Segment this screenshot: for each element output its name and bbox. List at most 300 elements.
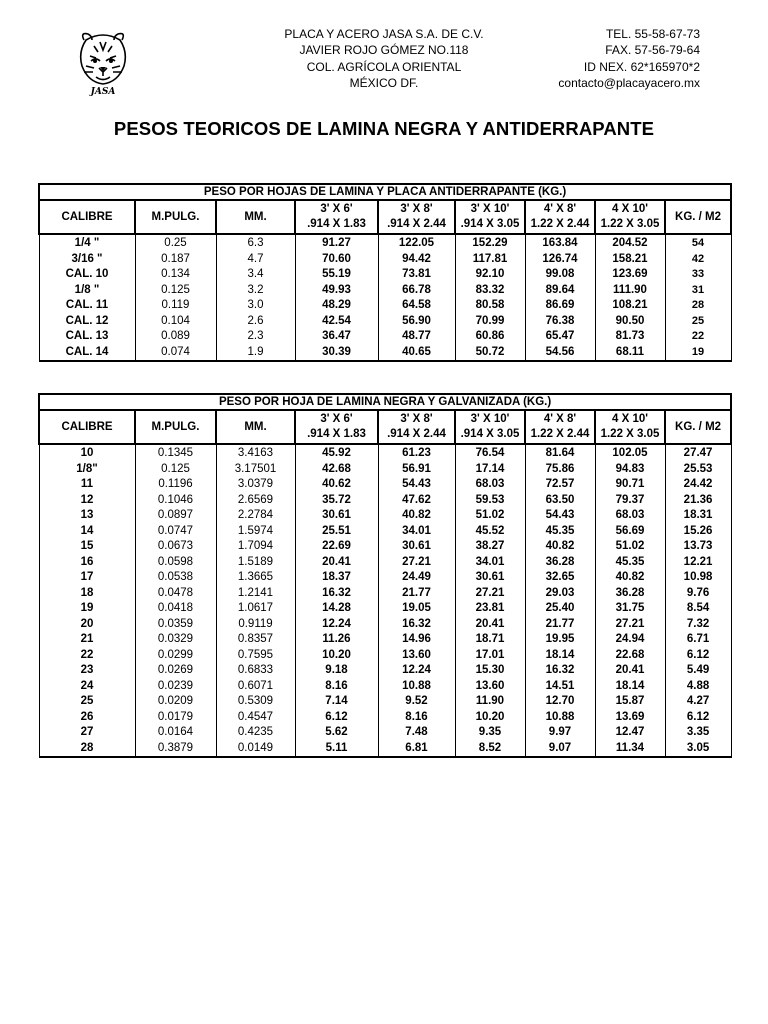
- table-cell: 6.12: [665, 710, 731, 726]
- table-cell: 1.7094: [216, 539, 295, 555]
- calibre-cell: 21: [39, 632, 135, 648]
- table-cell: 40.82: [378, 508, 455, 524]
- table-cell: 0.6833: [216, 663, 295, 679]
- table-cell: 17.01: [455, 648, 525, 664]
- table-cell: 3.35: [665, 725, 731, 741]
- table-row: [39, 314, 731, 330]
- table-cell: 24.42: [665, 477, 731, 493]
- calibre-cell: CAL. 12: [39, 314, 135, 330]
- table-cell: 64.58: [378, 298, 455, 314]
- table-cell: 9.18: [295, 663, 378, 679]
- table-cell: 0.8357: [216, 632, 295, 648]
- table-cell: 0.0897: [135, 508, 216, 524]
- table-cell: 3.05: [665, 741, 731, 758]
- table-cell: 6.3: [216, 234, 295, 252]
- table-cell: 2.3: [216, 329, 295, 345]
- table-cell: 3.2: [216, 283, 295, 299]
- table-row: [39, 267, 731, 283]
- col-header-3x6: 3' X 6' .914 X 1.83: [295, 410, 378, 444]
- table-cell: 12.24: [378, 663, 455, 679]
- table-cell: 152.29: [455, 234, 525, 252]
- table-cell: 19.95: [525, 632, 595, 648]
- table-cell: 0.134: [135, 267, 216, 283]
- table-cell: 163.84: [525, 234, 595, 252]
- table-row: [39, 617, 731, 633]
- table-cell: 81.64: [525, 444, 595, 462]
- calibre-cell: 19: [39, 601, 135, 617]
- table-cell: 32.65: [525, 570, 595, 586]
- table-cell: 27.47: [665, 444, 731, 462]
- table-cell: 0.5309: [216, 694, 295, 710]
- table-cell: 0.0673: [135, 539, 216, 555]
- table-cell: 86.69: [525, 298, 595, 314]
- table-cell: 91.27: [295, 234, 378, 252]
- col-header-mm: MM.: [216, 200, 295, 234]
- col-header-mpulg: M.PULG.: [135, 200, 216, 234]
- table-cell: 0.0478: [135, 586, 216, 602]
- calibre-cell: 1/8 ": [39, 283, 135, 299]
- table-row: [39, 679, 731, 695]
- table-cell: 0.074: [135, 345, 216, 362]
- table-cell: 0.0329: [135, 632, 216, 648]
- table-cell: 6.71: [665, 632, 731, 648]
- company-line: JAVIER ROJO GÓMEZ NO.118: [299, 43, 469, 58]
- table-cell: 70.99: [455, 314, 525, 330]
- table-cell: 14.28: [295, 601, 378, 617]
- table-cell: 2.6569: [216, 493, 295, 509]
- table-cell: 6.81: [378, 741, 455, 758]
- table-cell: 0.119: [135, 298, 216, 314]
- table-cell: 34.01: [455, 555, 525, 571]
- table-cell: 0.0209: [135, 694, 216, 710]
- table-cell: 27.21: [455, 586, 525, 602]
- table-cell: 56.91: [378, 462, 455, 478]
- table-cell: 30.61: [378, 539, 455, 555]
- table-cell: 42.54: [295, 314, 378, 330]
- table-cell: 7.14: [295, 694, 378, 710]
- table-cell: 10.88: [378, 679, 455, 695]
- table-cell: 22.69: [295, 539, 378, 555]
- table-cell: 54.56: [525, 345, 595, 362]
- company-address: [262, 26, 506, 91]
- table-cell: 10.98: [665, 570, 731, 586]
- table-cell: 122.05: [378, 234, 455, 252]
- table-cell: 21.36: [665, 493, 731, 509]
- table-cell: 1.2141: [216, 586, 295, 602]
- table-cell: 0.0747: [135, 524, 216, 540]
- table-cell: 45.35: [525, 524, 595, 540]
- calibre-cell: 13: [39, 508, 135, 524]
- table-cell: 45.52: [455, 524, 525, 540]
- table-caption: PESO POR HOJA DE LAMINA NEGRA Y GALVANIZADA (KG.): [39, 394, 731, 410]
- table-cell: 83.32: [455, 283, 525, 299]
- table-cell: 72.57: [525, 477, 595, 493]
- table-cell: 0.0164: [135, 725, 216, 741]
- table-cell: 56.69: [595, 524, 665, 540]
- table-row: [39, 477, 731, 493]
- table-cell: 25.51: [295, 524, 378, 540]
- table-cell: 10.20: [295, 648, 378, 664]
- table-cell: 108.21: [595, 298, 665, 314]
- table-cell: 18.31: [665, 508, 731, 524]
- table-cell: 51.02: [595, 539, 665, 555]
- table-cell: 0.187: [135, 252, 216, 268]
- calibre-cell: 3/16 ": [39, 252, 135, 268]
- table-cell: 4.7: [216, 252, 295, 268]
- table-cell: 90.71: [595, 477, 665, 493]
- table-cell: 9.07: [525, 741, 595, 758]
- table-cell: 0.4547: [216, 710, 295, 726]
- table-cell: 3.0: [216, 298, 295, 314]
- table-cell: 10.20: [455, 710, 525, 726]
- table-cell: 22: [665, 329, 731, 345]
- table-cell: 6.12: [295, 710, 378, 726]
- calibre-cell: CAL. 10: [39, 267, 135, 283]
- table-cell: 20.41: [455, 617, 525, 633]
- table-cell: 90.50: [595, 314, 665, 330]
- table-cell: 16.32: [525, 663, 595, 679]
- table-cell: 0.0538: [135, 570, 216, 586]
- lamina-negra-weight-table: [38, 393, 732, 758]
- col-header-mm: MM.: [216, 410, 295, 444]
- table-cell: 79.37: [595, 493, 665, 509]
- table-cell: 80.58: [455, 298, 525, 314]
- table-cell: 42: [665, 252, 731, 268]
- calibre-cell: 17: [39, 570, 135, 586]
- table-cell: 0.0598: [135, 555, 216, 571]
- table-cell: 36.28: [595, 586, 665, 602]
- table-cell: 31.75: [595, 601, 665, 617]
- calibre-cell: 23: [39, 663, 135, 679]
- table-row: [39, 710, 731, 726]
- table-cell: 14.51: [525, 679, 595, 695]
- col-header-calibre: CALIBRE: [39, 200, 135, 234]
- table-cell: 2.2784: [216, 508, 295, 524]
- table-cell: 33: [665, 267, 731, 283]
- table-caption: PESO POR HOJAS DE LAMINA Y PLACA ANTIDERRAPANTE (KG.): [39, 184, 731, 200]
- col-header-calibre: CALIBRE: [39, 410, 135, 444]
- calibre-cell: 16: [39, 555, 135, 571]
- table-cell: 12.70: [525, 694, 595, 710]
- table-cell: 18.71: [455, 632, 525, 648]
- table-cell: 8.54: [665, 601, 731, 617]
- table-cell: 111.90: [595, 283, 665, 299]
- table-cell: 27.21: [595, 617, 665, 633]
- table-cell: 34.01: [378, 524, 455, 540]
- col-header-3x6: 3' X 6' .914 X 1.83: [295, 200, 378, 234]
- table-cell: 4.88: [665, 679, 731, 695]
- table-cell: 30.61: [455, 570, 525, 586]
- calibre-cell: 22: [39, 648, 135, 664]
- table-cell: 81.73: [595, 329, 665, 345]
- table-cell: 25.40: [525, 601, 595, 617]
- table-cell: 49.93: [295, 283, 378, 299]
- table-row: [39, 462, 731, 478]
- table-row: [39, 283, 731, 299]
- col-header-3x8: 3' X 8' .914 X 2.44: [378, 410, 455, 444]
- table-cell: 9.97: [525, 725, 595, 741]
- table-cell: 40.82: [525, 539, 595, 555]
- table-cell: 0.0418: [135, 601, 216, 617]
- table-row: [39, 345, 731, 362]
- table-row: [39, 570, 731, 586]
- calibre-cell: 27: [39, 725, 135, 741]
- table-cell: 0.7595: [216, 648, 295, 664]
- table-cell: 4.27: [665, 694, 731, 710]
- table-cell: 29.03: [525, 586, 595, 602]
- table-cell: 158.21: [595, 252, 665, 268]
- table-cell: 0.1196: [135, 477, 216, 493]
- table-cell: 56.90: [378, 314, 455, 330]
- col-header-kg-m2: KG. / M2: [665, 410, 731, 444]
- calibre-cell: 11: [39, 477, 135, 493]
- table-cell: 0.0359: [135, 617, 216, 633]
- table-cell: 48.77: [378, 329, 455, 345]
- table-cell: 126.74: [525, 252, 595, 268]
- calibre-cell: 26: [39, 710, 135, 726]
- table-cell: 0.3879: [135, 741, 216, 758]
- table-cell: 19: [665, 345, 731, 362]
- table-cell: 92.10: [455, 267, 525, 283]
- table-cell: 0.125: [135, 283, 216, 299]
- calibre-cell: CAL. 13: [39, 329, 135, 345]
- table-cell: 55.19: [295, 267, 378, 283]
- table-cell: 0.1046: [135, 493, 216, 509]
- table-cell: 11.26: [295, 632, 378, 648]
- table-cell: 60.86: [455, 329, 525, 345]
- table-cell: 36.47: [295, 329, 378, 345]
- table-cell: 61.23: [378, 444, 455, 462]
- table-cell: 19.05: [378, 601, 455, 617]
- table-cell: 7.32: [665, 617, 731, 633]
- table-cell: 5.62: [295, 725, 378, 741]
- table-cell: 17.14: [455, 462, 525, 478]
- table-cell: 0.104: [135, 314, 216, 330]
- calibre-cell: 14: [39, 524, 135, 540]
- letterhead: [0, 26, 768, 96]
- table-row: [39, 632, 731, 648]
- table-cell: 117.81: [455, 252, 525, 268]
- company-contact: [558, 26, 700, 91]
- table-cell: 42.68: [295, 462, 378, 478]
- col-header-4x10: 4 X 10' 1.22 X 3.05: [595, 200, 665, 234]
- table-cell: 27.21: [378, 555, 455, 571]
- table-cell: 0.6071: [216, 679, 295, 695]
- calibre-cell: 25: [39, 694, 135, 710]
- table-row: [39, 298, 731, 314]
- table-cell: 76.54: [455, 444, 525, 462]
- table-cell: 7.48: [378, 725, 455, 741]
- table-cell: 0.0299: [135, 648, 216, 664]
- table-cell: 8.16: [295, 679, 378, 695]
- col-header-3x10: 3' X 10' .914 X 3.05: [455, 410, 525, 444]
- table-cell: 1.5189: [216, 555, 295, 571]
- table-cell: 1.0617: [216, 601, 295, 617]
- table-cell: 9.35: [455, 725, 525, 741]
- table-cell: 75.86: [525, 462, 595, 478]
- table-cell: 12.21: [665, 555, 731, 571]
- table-cell: 22.68: [595, 648, 665, 664]
- table-cell: 0.25: [135, 234, 216, 252]
- table-cell: 65.47: [525, 329, 595, 345]
- calibre-cell: 20: [39, 617, 135, 633]
- calibre-cell: 24: [39, 679, 135, 695]
- table-cell: 45.92: [295, 444, 378, 462]
- table-cell: 6.12: [665, 648, 731, 664]
- table-cell: 21.77: [525, 617, 595, 633]
- table-cell: 73.81: [378, 267, 455, 283]
- table-row: [39, 329, 731, 345]
- svg-text:JASA: JASA: [90, 87, 116, 96]
- phone-text: TEL. 55-58-67-73: [605, 27, 700, 41]
- table-cell: 123.69: [595, 267, 665, 283]
- tiger-logo-icon: [74, 30, 132, 96]
- table-cell: 40.62: [295, 477, 378, 493]
- table-cell: 40.82: [595, 570, 665, 586]
- table-cell: 12.47: [595, 725, 665, 741]
- table-row: [39, 663, 731, 679]
- table-cell: 68.03: [455, 477, 525, 493]
- table-cell: 3.4: [216, 267, 295, 283]
- table-cell: 16.32: [295, 586, 378, 602]
- table-row: [39, 508, 731, 524]
- company-line: PLACA Y ACERO JASA S.A. DE C.V.: [284, 27, 484, 41]
- calibre-cell: CAL. 14: [39, 345, 135, 362]
- antiderrapante-weight-table: [38, 183, 732, 362]
- table-cell: 3.4163: [216, 444, 295, 462]
- table-cell: 0.4235: [216, 725, 295, 741]
- table-cell: 15.87: [595, 694, 665, 710]
- calibre-cell: 1/4 ": [39, 234, 135, 252]
- col-header-4x8: 4' X 8' 1.22 X 2.44: [525, 200, 595, 234]
- table-cell: 21.77: [378, 586, 455, 602]
- table-cell: 99.08: [525, 267, 595, 283]
- table-row: [39, 725, 731, 741]
- table-row: [39, 694, 731, 710]
- table-row: [39, 741, 731, 758]
- table-cell: 3.17501: [216, 462, 295, 478]
- calibre-cell: CAL. 11: [39, 298, 135, 314]
- table-cell: 35.72: [295, 493, 378, 509]
- company-line: COL. AGRÍCOLA ORIENTAL: [306, 59, 462, 74]
- table-cell: 40.65: [378, 345, 455, 362]
- table-cell: 54.43: [525, 508, 595, 524]
- table-cell: 38.27: [455, 539, 525, 555]
- table-cell: 5.49: [665, 663, 731, 679]
- table-cell: 0.0269: [135, 663, 216, 679]
- table-cell: 23.81: [455, 601, 525, 617]
- table-cell: 9.76: [665, 586, 731, 602]
- table-cell: 70.60: [295, 252, 378, 268]
- table-cell: 50.72: [455, 345, 525, 362]
- table-cell: 11.34: [595, 741, 665, 758]
- table-cell: 45.35: [595, 555, 665, 571]
- company-line: MÉXICO DF.: [349, 75, 419, 90]
- table-row: [39, 586, 731, 602]
- table-cell: 59.53: [455, 493, 525, 509]
- table-cell: 30.39: [295, 345, 378, 362]
- col-header-3x10: 3' X 10' .914 X 3.05: [455, 200, 525, 234]
- email-text: contacto@placayacero.mx: [558, 75, 700, 90]
- table-row: [39, 234, 731, 252]
- table-cell: 13.69: [595, 710, 665, 726]
- table-row: [39, 493, 731, 509]
- table-cell: 24.49: [378, 570, 455, 586]
- table-cell: 68.03: [595, 508, 665, 524]
- table-cell: 54: [665, 234, 731, 252]
- table-cell: 11.90: [455, 694, 525, 710]
- table-cell: 16.32: [378, 617, 455, 633]
- page-title: PESOS TEORICOS DE LAMINA NEGRA Y ANTIDERRAPANTE: [113, 118, 655, 139]
- table-cell: 51.02: [455, 508, 525, 524]
- table-cell: 89.64: [525, 283, 595, 299]
- calibre-cell: 15: [39, 539, 135, 555]
- table-cell: 2.6: [216, 314, 295, 330]
- table-cell: 68.11: [595, 345, 665, 362]
- table-cell: 18.14: [595, 679, 665, 695]
- table-cell: 12.24: [295, 617, 378, 633]
- col-header-kg-m2: KG. / M2: [665, 200, 731, 234]
- table-cell: 20.41: [595, 663, 665, 679]
- table-cell: 31: [665, 283, 731, 299]
- table-cell: 15.26: [665, 524, 731, 540]
- table-cell: 204.52: [595, 234, 665, 252]
- table-cell: 0.089: [135, 329, 216, 345]
- table-row: [39, 524, 731, 540]
- table-cell: 9.52: [378, 694, 455, 710]
- table-cell: 13.60: [455, 679, 525, 695]
- table-cell: 14.96: [378, 632, 455, 648]
- table-cell: 8.52: [455, 741, 525, 758]
- table-cell: 13.73: [665, 539, 731, 555]
- table-cell: 25.53: [665, 462, 731, 478]
- calibre-cell: 28: [39, 741, 135, 758]
- table-row: [39, 648, 731, 664]
- table-row: [39, 444, 731, 462]
- table-cell: 66.78: [378, 283, 455, 299]
- table-cell: 54.43: [378, 477, 455, 493]
- table-cell: 94.42: [378, 252, 455, 268]
- table-cell: 76.38: [525, 314, 595, 330]
- table-cell: 0.9119: [216, 617, 295, 633]
- table-cell: 48.29: [295, 298, 378, 314]
- table-cell: 1.9: [216, 345, 295, 362]
- table-cell: 15.30: [455, 663, 525, 679]
- table-row: [39, 539, 731, 555]
- table-cell: 102.05: [595, 444, 665, 462]
- table-cell: 0.0179: [135, 710, 216, 726]
- table-row: [39, 252, 731, 268]
- col-header-4x8: 4' X 8' 1.22 X 2.44: [525, 410, 595, 444]
- table-cell: 63.50: [525, 493, 595, 509]
- table-cell: 94.83: [595, 462, 665, 478]
- table-cell: 20.41: [295, 555, 378, 571]
- nextel-id-text: ID NEX. 62*165970*2: [583, 59, 700, 74]
- table-cell: 36.28: [525, 555, 595, 571]
- table-cell: 47.62: [378, 493, 455, 509]
- calibre-cell: 1/8": [39, 462, 135, 478]
- table-cell: 0.125: [135, 462, 216, 478]
- calibre-cell: 12: [39, 493, 135, 509]
- table-cell: 1.3665: [216, 570, 295, 586]
- table-cell: 18.14: [525, 648, 595, 664]
- table-cell: 3.0379: [216, 477, 295, 493]
- table-cell: 0.1345: [135, 444, 216, 462]
- table-cell: 18.37: [295, 570, 378, 586]
- table-cell: 5.11: [295, 741, 378, 758]
- table-cell: 0.0239: [135, 679, 216, 695]
- table-cell: 10.88: [525, 710, 595, 726]
